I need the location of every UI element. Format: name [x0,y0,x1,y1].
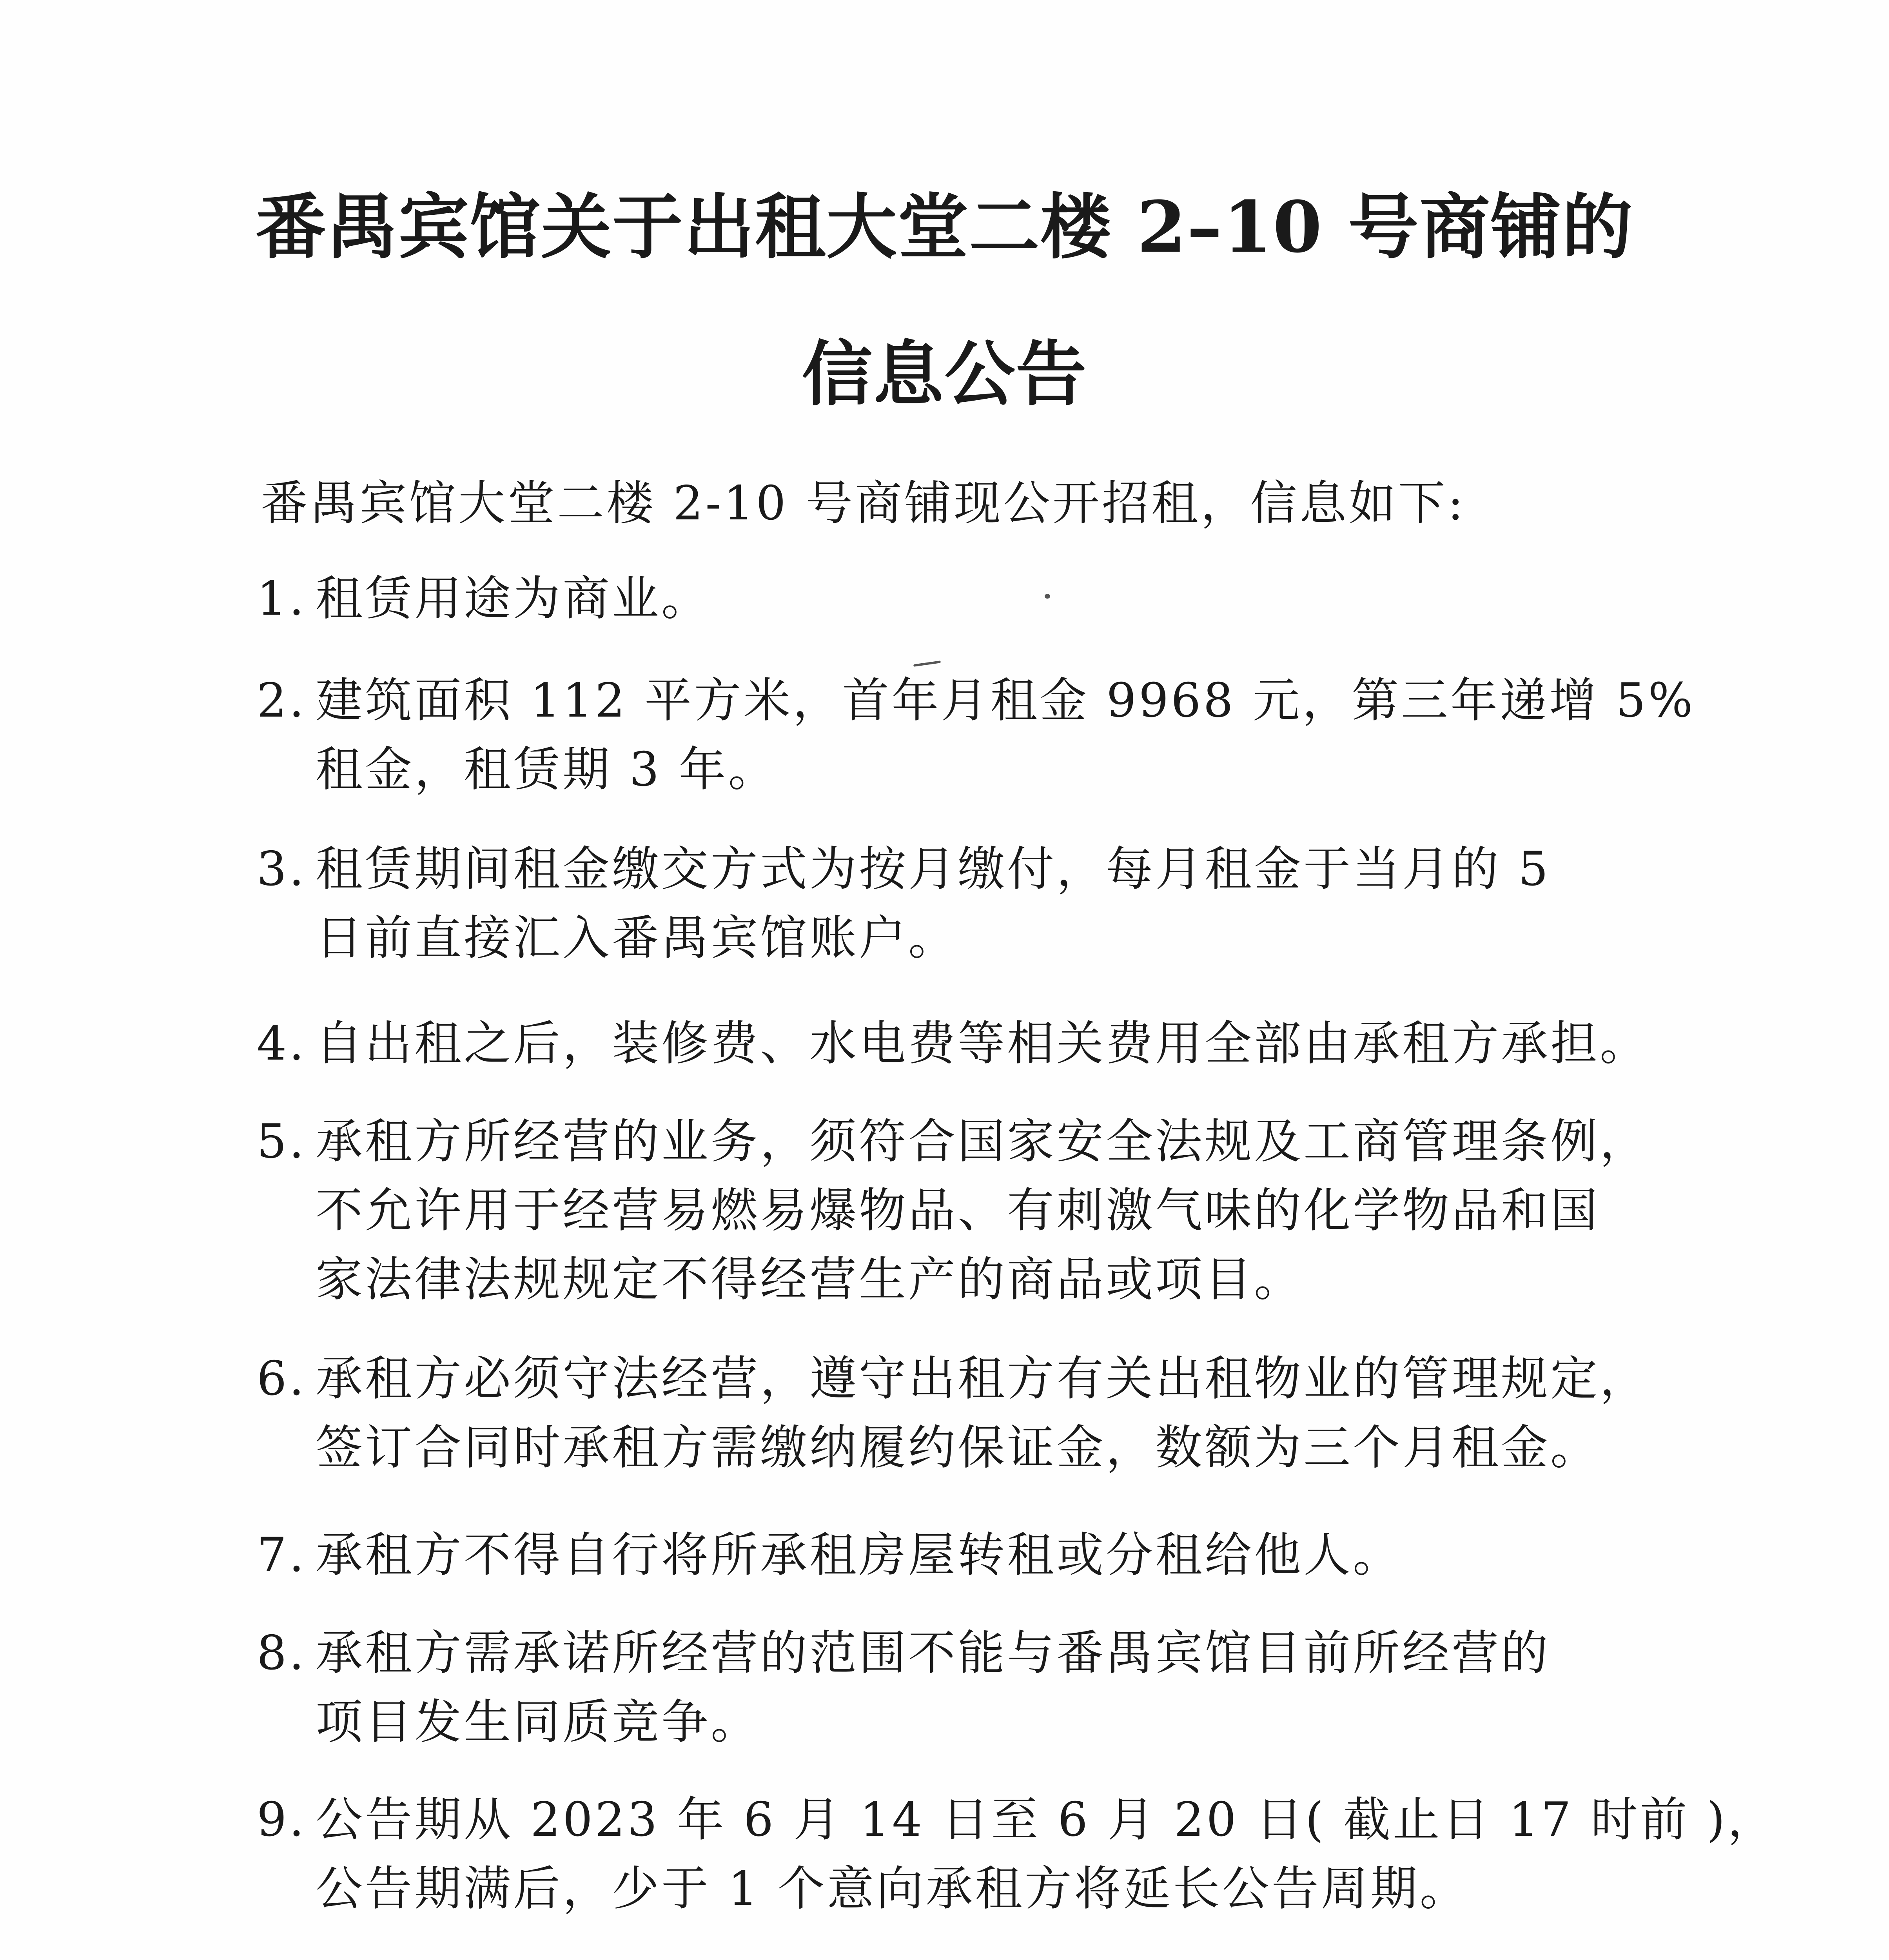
item-number: 5. [257,1114,307,1169]
item-text: 租金，租赁期 3 年。 [316,742,778,797]
item-number: 1. [257,572,307,626]
item-text: 项目发生同质竞争。 [316,1695,760,1749]
item-number: 3. [257,842,307,897]
item-text: 承租方不得自行将所承租房屋转租或分租给他人。 [316,1528,1402,1583]
item-number: 7. [257,1528,307,1583]
item-number: 9. [257,1793,307,1847]
item-text: 租赁用途为商业。 [316,572,711,626]
item-text: 租赁期间租金缴交方式为按月缴付，每月租金于当月的 5 [316,842,1551,897]
item-text: 承租方所经营的业务，须符合国家安全法规及工商管理条例， [316,1114,1649,1169]
item-text: 承租方需承诺所经营的范围不能与番禺宾馆目前所经营的 [316,1626,1550,1681]
list-item-3 [257,835,1707,973]
item-text: 建筑面积 112 平方米，首年月租金 9968 元，第三年递增 5% [316,673,1695,728]
item-text: 不允许用于经营易燃易爆物品、有刺激气味的化学物品和国 [316,1183,1600,1238]
item-text: 公告期满后，少于 1 个意向承租方将延长公告周期。 [316,1862,1469,1916]
item-text: 公告期从 2023 年 6 月 14 日至 6 月 20 日( 截止日 17 时前 )， [316,1793,1777,1847]
document-title-line-2: 信息公告 [802,333,1087,416]
list-item-9 [257,1786,1777,1924]
list-item-1 [257,564,1707,633]
list-item-8 [257,1619,1707,1757]
document-title-line-1: 番禺宾馆关于出租大堂二楼 2–10 号商铺的 [255,186,1634,269]
item-number: 2. [257,673,307,728]
intro-paragraph: 番禺宾馆大堂二楼 2-10 号商铺现公开招租，信息如下: [261,476,1466,531]
item-text: 自出租之后，装修费、水电费等相关费用全部由承租方承担。 [316,1016,1649,1071]
scan-speck [913,661,941,667]
item-number: 8. [257,1626,307,1681]
item-number [257,1956,339,1960]
list-item-5 [257,1107,1707,1314]
item-number: 4. [257,1016,307,1071]
list-item-4 [257,1009,1707,1078]
item-text: 日前直接汇入番禺宾馆账户。 [316,911,958,965]
item-text: 承租方必须守法经营，遵守出租方有关出租物业的管理规定， [316,1352,1649,1406]
list-item-6 [257,1345,1707,1483]
list-item-7 [257,1521,1707,1590]
item-number: 6. [257,1352,307,1406]
item-text: 家法律法规规定不得经营生产的商品或项目。 [316,1252,1303,1307]
list-item-10 [257,1956,1707,1960]
item-text: 签订合同时承租方需缴纳履约保证金，数额为三个月租金。 [316,1421,1600,1475]
scan-speck [1045,594,1050,599]
list-item-2 [257,666,1707,804]
